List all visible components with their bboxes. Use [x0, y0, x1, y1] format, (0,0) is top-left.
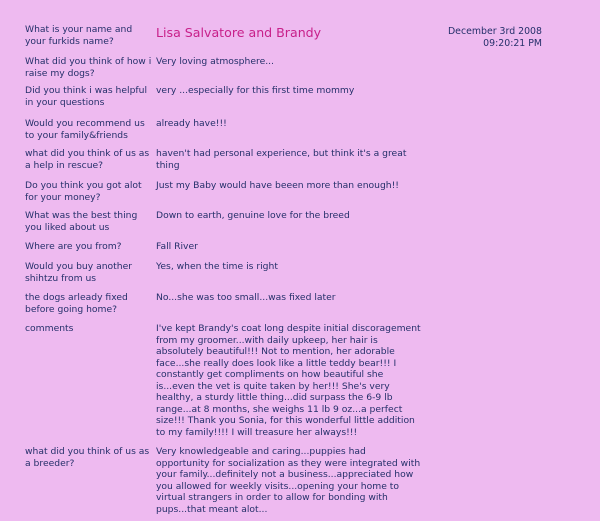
question-label: Where are you from? — [25, 241, 122, 252]
submission-date: December 3rd 2008 — [447, 26, 542, 37]
question-label: What is your name and your furkids name? — [25, 24, 133, 47]
question-label: Do you think you got alot for your money? — [25, 180, 142, 203]
comments-text: I've kept Brandy's coat long despite initial discoragement from my groomer...with daily upkeep, her hair is absolutely beautiful!!! Not to mention, her adorable face...she really does look like a little teddy bear!!! I constantly get compliments on how beautiful she is...even the vet is quite taken by her!!! She's very healthy, a sturdy little thing...did surpass the 6-9 lb range...at 8 months, she weighs 11 lb 9 oz...a perfect size!!! Thank you Sonia, for this wonderful little addition to my family!!!! I will treasure her always!!! — [156, 323, 421, 438]
question-label: the dogs arleady fixed before going home? — [25, 292, 128, 315]
question-label: what did you think of us as a help in rescue? — [25, 148, 150, 171]
question-label: What was the best thing you liked about us — [25, 210, 138, 233]
answer-text: Fall River — [156, 241, 198, 252]
question-label: Would you buy another shihtzu from us — [25, 261, 133, 284]
answer-text: Very loving atmosphere... — [156, 56, 274, 67]
answer-text: already have!!! — [156, 118, 227, 129]
question-label: Would you recommend us to your family&friends — [25, 118, 145, 141]
submission-datetime — [448, 26, 542, 50]
answer-text: No...she was too small...was fixed later — [156, 292, 336, 303]
question-label: comments — [25, 323, 74, 334]
answer-text: haven't had personal experience, but think it's a great thing — [156, 148, 407, 171]
answer-text: Just my Baby would have beeen more than enough!! — [156, 180, 399, 191]
submission-time: 09:20:21 PM — [483, 38, 542, 49]
question-label: What did you think of how i raise my dogs? — [25, 56, 152, 79]
question-label: what did you think of us as a breeder? — [25, 446, 150, 469]
answer-text: Very knowledgeable and caring...puppies had opportunity for socialization as they were integrated with your family...definitely not a business...appreciated how you allowed for weekly visits...opening your home to virtual strangers in order to allow for bonding with pups...that meant alot... — [156, 446, 421, 515]
answer-text: Down to earth, genuine love for the breed — [156, 210, 350, 221]
answer-text: Yes, when the time is right — [156, 261, 278, 272]
customer-name: Lisa Salvatore and Brandy — [156, 25, 322, 40]
answer-text: very ...especially for this first time mommy — [156, 85, 355, 96]
question-label: Did you think i was helpful in your questions — [25, 85, 148, 108]
